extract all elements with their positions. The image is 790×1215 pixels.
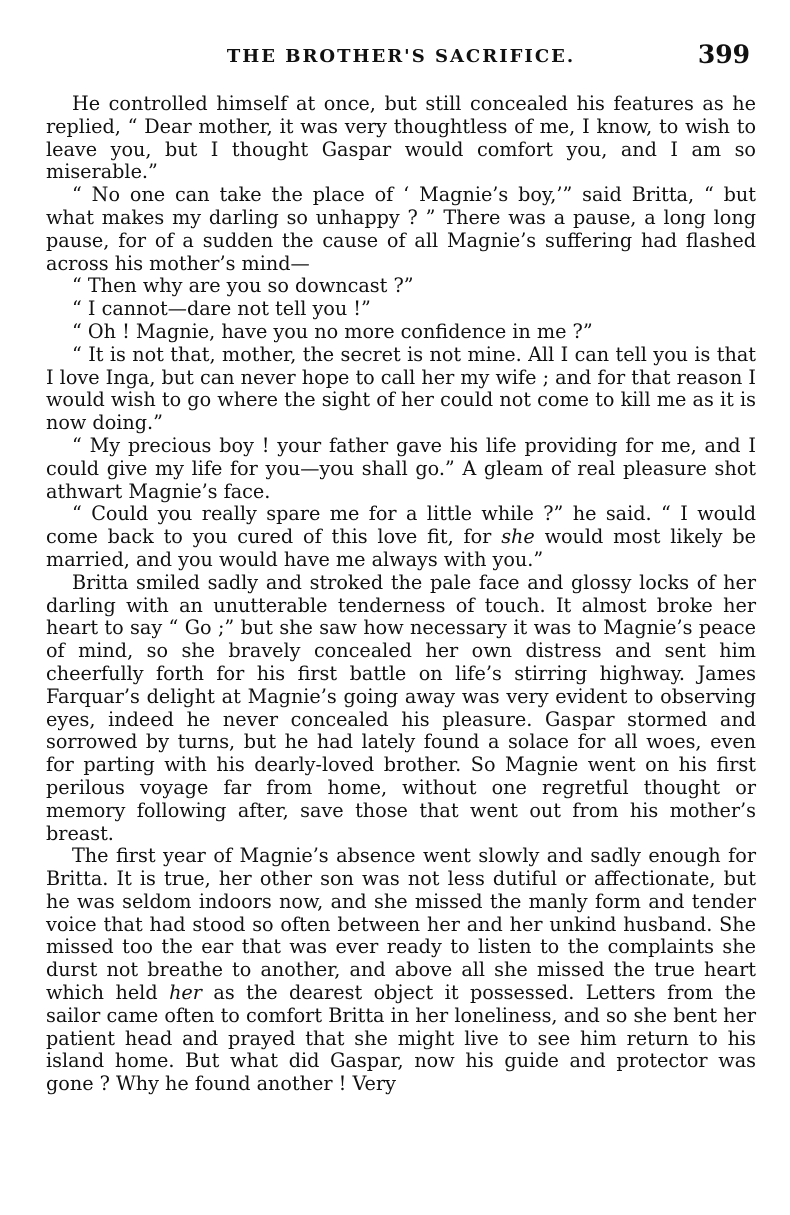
paragraph-9: Britta smiled sadly and stroked the pale face and glossy locks of her darling with an unutterable tenderness of touch. It almost broke her heart to say “ Go ;” but she saw how necessary it was to Magnie’s peace of mind, so she bravely concealed her own distress and sent him cheerfully forth for his first battle on life’s stirring highway. James Farquar’s delight at Magnie’s going away was very evident to observing eyes, indeed he never concealed his pleasure. Gaspar stormed and sorrowed by turns, but he had lately found a solace for all woes, even for parting with his dearly-loved brother. So Magnie went on his first perilous voyage far from home, without one regretful thought or memory following after, save those that went out from his mother’s breast. bbox=[46, 570, 756, 845]
paragraph-10 bbox=[46, 845, 756, 1096]
page-header bbox=[46, 40, 756, 72]
paragraph-6: “ It is not that, mother, the secret is not mine. All I can tell you is that I love Inga, but can never hope to call her my wife ; and for that reason I would wish to go where the sight of her could not come to kill me as it is now doing.” bbox=[46, 342, 756, 435]
paragraph-8 bbox=[46, 503, 756, 571]
paragraph-10-emphasis: her bbox=[169, 981, 202, 1005]
running-title: THE BROTHER'S SACRIFICE. bbox=[226, 46, 576, 67]
paragraph-8-text-after: would most likely be married, and you would have me always with you.” bbox=[46, 525, 756, 571]
paragraph-8-emphasis: she bbox=[501, 525, 535, 549]
paragraph-3: “ Then why are you so downcast ?” bbox=[72, 274, 414, 298]
paragraph-5: “ Oh ! Magnie, have you no more confidence in me ?” bbox=[72, 319, 593, 343]
paragraph-10-text-after: as the dearest object it possessed. Letters from the sailor came often to comfort Britta in her loneliness, and so she bent her patient head and prayed that she might live to see him return to his island home. But what did Gaspar, now his guide and protector was gone ? Why he found another ! Very bbox=[46, 981, 756, 1096]
paragraph-10-text-before: The first year of Magnie’s absence went slowly and sadly enough for Britta. It is true, her other son was not less dutiful or affectionate, but he was seldom indoors now, and she missed the manly form and tender voice that had stood so often between her and her unkind husband. She missed too the ear that was ever ready to listen to the complaints she durst not breathe to another, and above all she missed the true heart which held bbox=[46, 844, 756, 1005]
paragraph-8-text-before: “ Could you really spare me for a little while ?” he said. “ I would come back to you cured of this love fit, for bbox=[46, 502, 756, 549]
paragraph-1: He controlled himself at once, but still concealed his features as he replied, “ Dear mother, it was very thoughtless of me, I know, to wish to leave you, but I thought Gaspar would comfort you, and I am so miserable.” bbox=[46, 92, 756, 184]
paragraph-2: “ No one can take the place of ‘ Magnie’s boy,’” said Britta, “ but what makes my darling so unhappy ? ” There was a pause, a long long pause, for of a sudden the cause of all Magnie’s suffering had flashed across his mother’s mind— bbox=[46, 183, 756, 275]
body-text bbox=[46, 93, 756, 1096]
paragraph-7: “ My precious boy ! your father gave his life providing for me, and I could give my life for you—you shall go.” A gleam of real pleasure shot athwart Magnie’s face. bbox=[46, 433, 756, 503]
page-number: 399 bbox=[697, 40, 750, 69]
paragraph-4: “ I cannot—dare not tell you !” bbox=[72, 297, 371, 321]
